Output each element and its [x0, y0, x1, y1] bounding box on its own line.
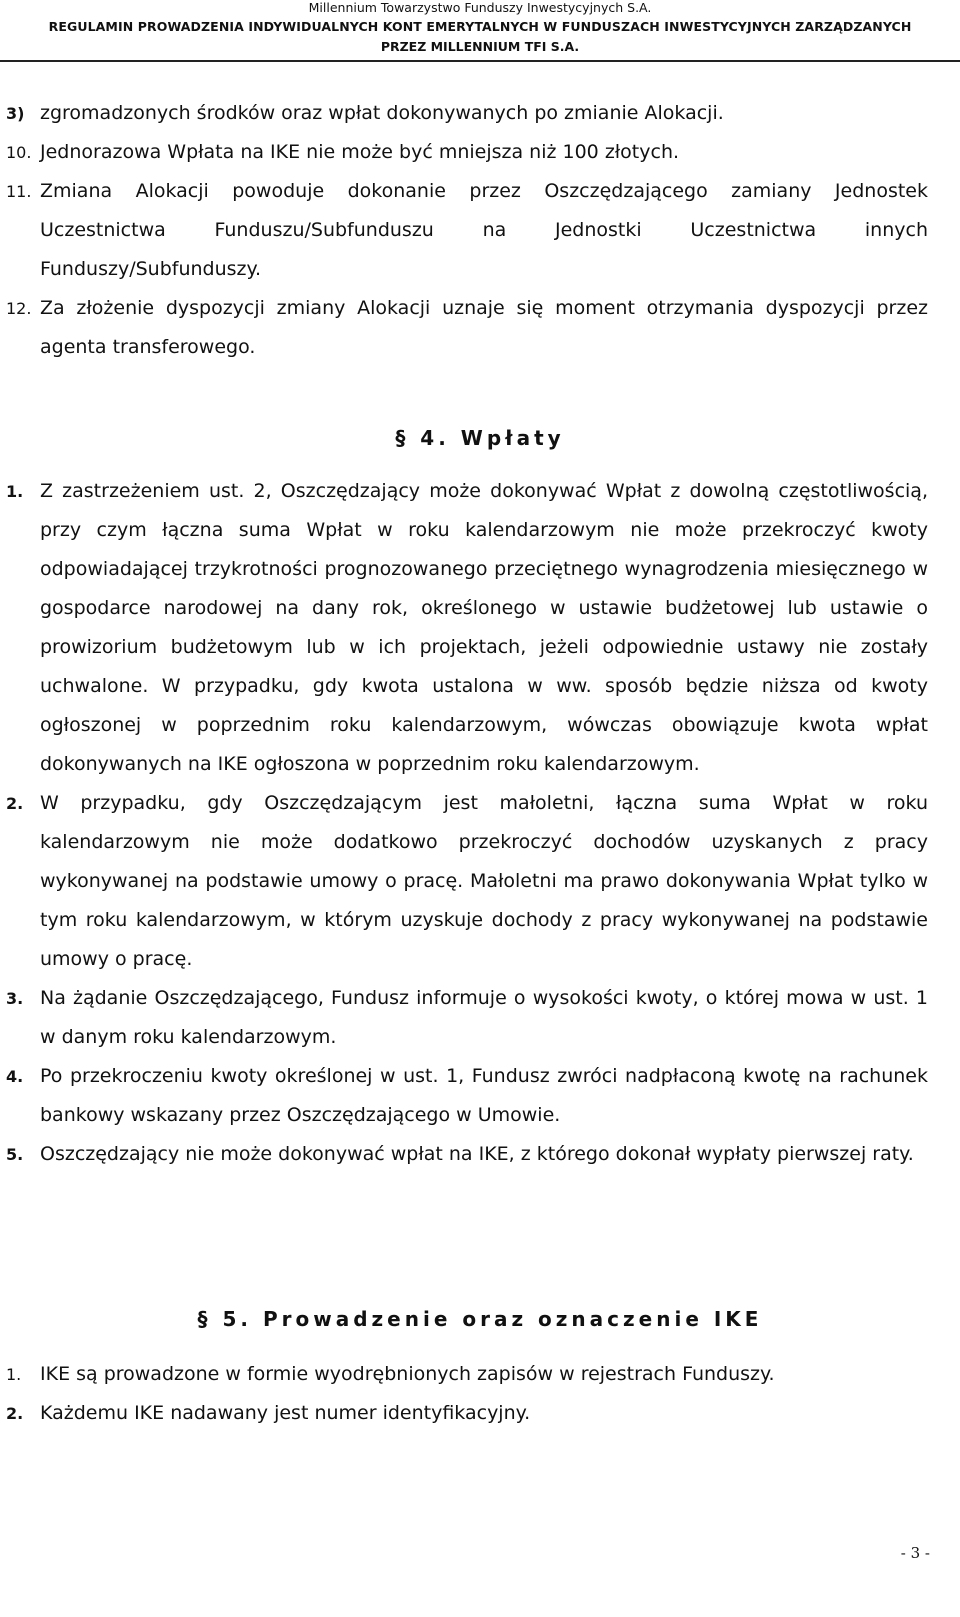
- header-company: Millennium Towarzystwo Funduszy Inwestycyjnych S.A.: [308, 0, 652, 15]
- section-4-items: [6, 472, 928, 1174]
- item-number: 12.: [6, 299, 32, 318]
- list-item: [6, 94, 928, 133]
- item-text: IKE są prowadzone w formie wyodrębnionych zapisów w rejestrach Funduszy.: [40, 1363, 775, 1385]
- header-title: REGULAMIN PROWADZENIA INDYWIDUALNYCH KONT EMERYTALNYCH W FUNDUSZACH INWESTYCYJNYCH ZARZĄDZANYCH: [48, 19, 912, 34]
- item-text: W przypadku, gdy Oszczędzającym jest małoletni, łączna suma Wpłat w roku kalendarzowym nie może dodatkowo przekroczyć dochodów uzyskanych z pracy wykonywanej na podstawie umowy o pracę. Małoletni ma prawo dokonywania Wpłat tylko w tym roku kalendarzowym, w którym uzyskuje dochody z pracy wykonywanej na podstawie umowy o pracę.: [40, 792, 928, 970]
- header-title-cont: PRZEZ MILLENNIUM TFI S.A.: [380, 39, 580, 54]
- item-number: 11.: [6, 182, 32, 201]
- list-item: [6, 1394, 928, 1433]
- item-number: 1.: [6, 482, 24, 501]
- list-item: [6, 1355, 928, 1394]
- list-item: [6, 1135, 928, 1174]
- list-item: [6, 289, 928, 367]
- list-item: [6, 133, 928, 172]
- section-4-title: § 4. Wpłaty: [395, 426, 565, 450]
- item-text: Z zastrzeżeniem ust. 2, Oszczędzający może dokonywać Wpłat z dowolną częstotliwością, przy czym łączna suma Wpłat w roku kalendarzowym nie może przekroczyć kwoty odpowiadającej trzykrotności prognozowanego przeciętnego wynagrodzenia miesięcznego w gospodarce narodowej na dany rok, określonego w ustawie budżetowej lub ustawie o prowizorium budżetowym lub w ich projektach, jeżeli odpowiednie ustawy nie zostały uchwalone. W przypadku, gdy kwota ustalona w ww. sposób będzie niższa od kwoty ogłoszonej w poprzednim roku kalendarzowym, wówczas obowiązuje kwota wpłat dokonywanych na IKE ogłoszona w poprzednim roku kalendarzowym.: [40, 480, 928, 775]
- item-number: 2.: [6, 1404, 24, 1423]
- list-item: [6, 1057, 928, 1135]
- list-item: [6, 784, 928, 979]
- top-items: [6, 94, 928, 367]
- page-number: - 3 -: [900, 1544, 930, 1562]
- item-number: 5.: [6, 1145, 24, 1164]
- document-header: [0, 0, 960, 56]
- item-text: Po przekroczeniu kwoty określonej w ust. 1, Fundusz zwróci nadpłaconą kwotę na rachunek bankowy wskazany przez Oszczędzającego w Umowie.: [40, 1065, 928, 1126]
- item-text: Jednorazowa Wpłata na IKE nie może być mniejsza niż 100 złotych.: [40, 141, 680, 163]
- item-text: Oszczędzający nie może dokonywać wpłat na IKE, z którego dokonał wypłaty pierwszej raty.: [40, 1143, 914, 1165]
- item-text: zgromadzonych środków oraz wpłat dokonywanych po zmianie Alokacji.: [40, 102, 724, 124]
- list-item: [6, 979, 928, 1057]
- section-5-title: § 5. Prowadzenie oraz oznaczenie IKE: [197, 1307, 763, 1331]
- item-number: 2.: [6, 794, 24, 813]
- section-5-items: [6, 1355, 928, 1433]
- list-item: [6, 472, 928, 784]
- item-number: 3): [6, 104, 25, 123]
- item-number: 3.: [6, 989, 24, 1008]
- item-text: Na żądanie Oszczędzającego, Fundusz informuje o wysokości kwoty, o której mowa w ust. 1 w danym roku kalendarzowym.: [40, 987, 928, 1048]
- item-number: 10.: [6, 143, 32, 162]
- item-number: 4.: [6, 1067, 24, 1086]
- header-divider: [0, 60, 960, 62]
- item-text: Za złożenie dyspozycji zmiany Alokacji uznaje się moment otrzymania dyspozycji przez agenta transferowego.: [40, 297, 928, 358]
- item-text: Każdemu IKE nadawany jest numer identyfikacyjny.: [40, 1402, 531, 1424]
- item-number: 1.: [6, 1365, 22, 1384]
- item-text: Zmiana Alokacji powoduje dokonanie przez Oszczędzającego zamiany Jednostek Uczestnictwa Funduszu/Subfunduszu na Jednostki Uczestnictwa innych Funduszy/Subfunduszy.: [40, 180, 928, 280]
- list-item: [6, 172, 928, 289]
